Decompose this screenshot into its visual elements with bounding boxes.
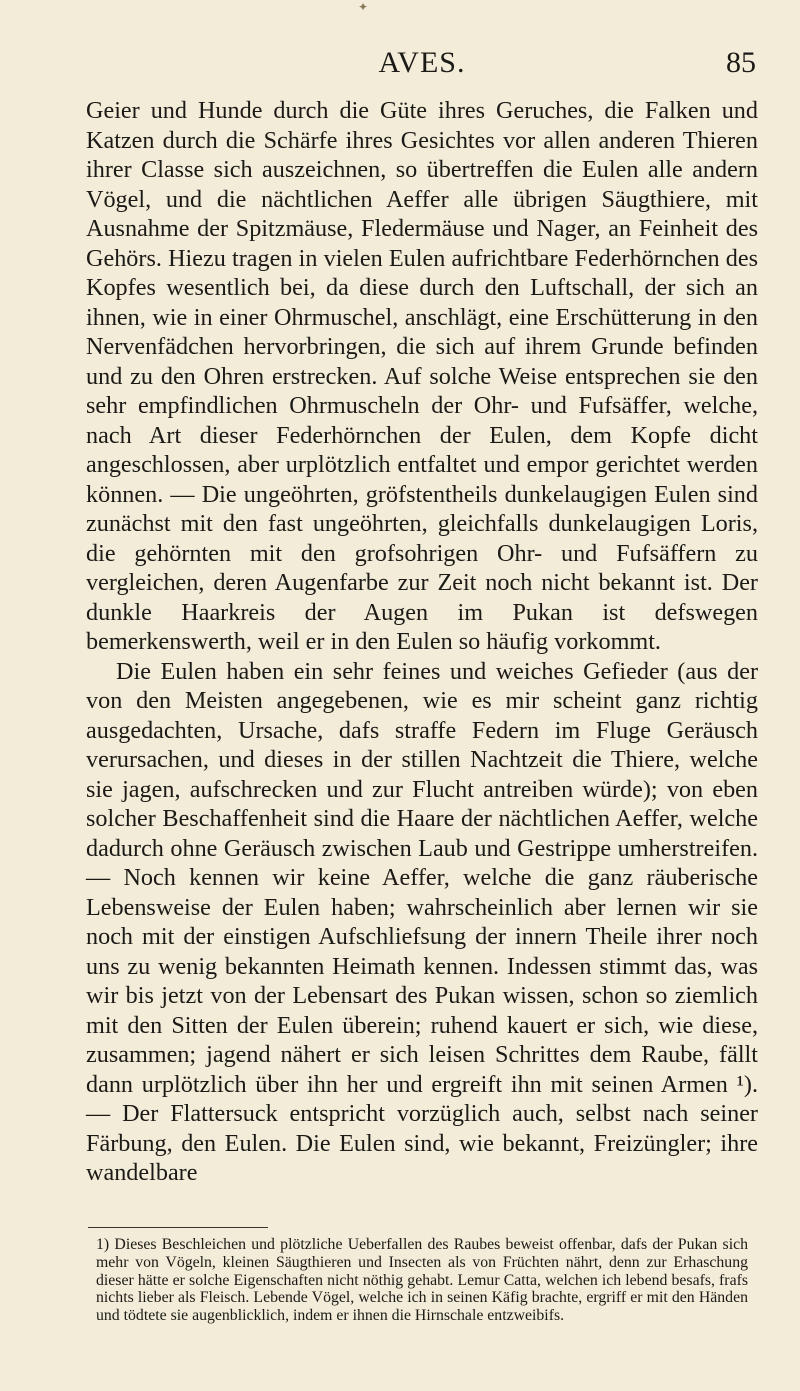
- footnote: 1) Dieses Beschleichen und plötzliche Ueberfallen des Raubes beweist offenbar, dafs der Pukan sich mehr von Vögeln, kleinen Säugthieren und Insecten als von Früchten nährt, denn zur Erhaschung dieser hätte er solche Eigenschaften nicht nöthig gehabt. Lemur Catta, welchen ich lebend besafs, frafs nichts lieber als Fleisch. Lebende Vögel, welche ich in seinen Käfig brachte, ergriff er mit den Händen und tödtete sie augenblicklich, indem er ihnen die Hirnschale entzweibifs.: [96, 1236, 748, 1325]
- footnote-divider: [88, 1227, 268, 1228]
- paragraph: Geier und Hunde durch die Güte ihres Geruches, die Falken und Katzen durch die Schärfe ihres Gesichtes vor allen anderen Thieren ihrer Classe sich auszeichnen, so übertreffen die Eulen alle andern Vögel, und die nächtlichen Aeffer alle übrigen Säugthiere, mit Ausnahme der Spitzmäuse, Fledermäuse und Nager, an Feinheit des Gehörs. Hiezu tragen in vielen Eulen aufrichtbare Federhörnchen des Kopfes wesentlich bei, da diese durch den Luftschall, der sich an ihnen, wie in einer Ohrmuschel, anschlägt, eine Erschütterung in den Nervenfädchen hervorbringen, die sich auf ihrem Grunde befinden und zu den Ohren erstrecken. Auf solche Weise entsprechen sie den sehr empfindlichen Ohrmuscheln der Ohr- und Fufsäffer, welche, nach Art dieser Federhörnchen der Eulen, dem Kopfe dicht angeschlossen, aber urplötzlich entfaltet und empor gerichtet werden können. — Die ungeöhrten, gröfstentheils dunkelaugigen Eulen sind zunächst mit den fast ungeöhrten, gleichfalls dunkelaugigen Loris, die gehörnten mit den grofsohrigen Ohr- und Fufsäffern zu vergleichen, deren Augenfarbe zur Zeit noch nicht bekannt ist. Der dunkle Haarkreis der Augen im Pukan ist defswegen bemerkenswerth, weil er in den Eulen so häufig vorkommt.: [86, 97, 758, 655]
- main-text: [86, 96, 758, 1188]
- page-number: 85: [726, 46, 756, 79]
- paragraph: Die Eulen haben ein sehr feines und weiches Gefieder (aus der von den Meisten angegebenen, wie es mir scheint ganz richtig ausgedachten, Ursache, dafs straffe Federn im Fluge Geräusch verursachen, und dieses in der stillen Nachtzeit die Thiere, welche sie jagen, aufschrecken und zur Flucht antreiben würde); von eben solcher Beschaffenheit sind die Haare der nächtlichen Aeffer, welche dadurch ohne Geräusch zwischen Laub und Gestrippe umherstreifen. — Noch kennen wir keine Aeffer, welche die ganz räuberische Lebensweise der Eulen haben; wahrscheinlich aber lernen wir sie noch mit der einstigen Aufschliefsung der innern Theile ihrer noch uns zu wenig bekannten Heimath kennen. Indessen stimmt das, was wir bis jetzt von der Lebensart des Pukan wissen, schon so ziemlich mit den Sitten der Eulen überein; ruhend kauert er sich, wie diese, zusammen; jagend nähert er sich leisen Schrittes dem Raube, fällt dann urplötzlich über ihn her und ergreift ihn mit seinen Armen ¹). — Der Flattersuck entspricht vorzüglich auch, selbst nach seiner Färbung, den Eulen. Die Eulen sind, wie bekannt, Freizüngler; ihre wandelbare: [86, 657, 758, 1186]
- page-header: [88, 46, 756, 86]
- page-mark-icon: ✦: [358, 0, 369, 14]
- running-title: AVES.: [378, 46, 466, 79]
